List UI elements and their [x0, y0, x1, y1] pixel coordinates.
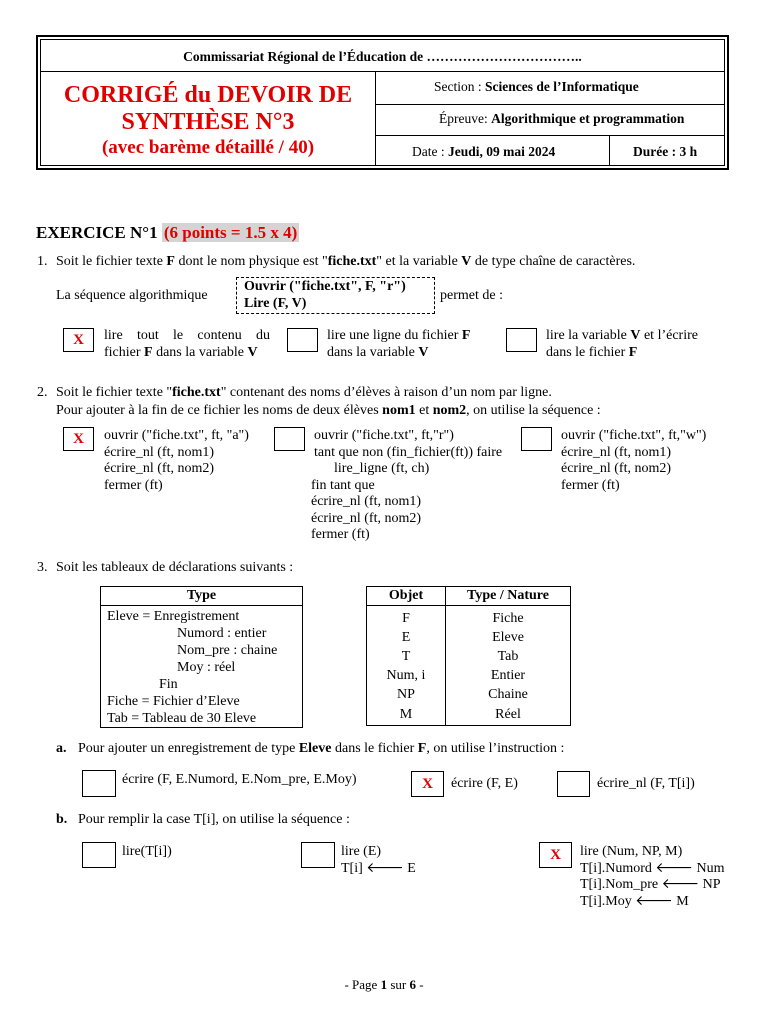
q1-option1-text-line2: fichier F dans la variable V [104, 345, 258, 360]
obj-cell: Fiche [492, 610, 524, 626]
type-line: Fiche = Fichier d’Eleve [107, 694, 240, 709]
code-line: écrire_nl (ft, nom2) [311, 510, 422, 526]
type-line: Eleve = Enregistrement [107, 609, 240, 624]
epreuve-label: Épreuve: [439, 111, 492, 126]
q1-option2-checkbox[interactable] [287, 328, 318, 352]
q2-option2-checkbox[interactable] [274, 427, 305, 451]
code-line: écrire_nl (ft, nom1) [104, 444, 215, 460]
page-title-line2: SYNTHÈSE N°3 [121, 109, 295, 135]
q3a-option3-checkbox[interactable] [557, 771, 590, 797]
header-divider [375, 135, 725, 136]
object-declaration-table [366, 586, 571, 726]
duration-field: Durée : 3 h [633, 144, 698, 159]
date-field [412, 144, 555, 160]
obj-cell: M [367, 704, 446, 726]
code-line: fermer (ft) [104, 477, 163, 493]
q3a-option2-checkbox[interactable]: X [411, 771, 444, 797]
section-field [434, 79, 639, 95]
q1-option2-text-line2: dans la variable V [327, 345, 429, 360]
q3a-option3-text: écrire_nl (F, T[i]) [597, 776, 695, 791]
page-title: CORRIGÉ du DEVOIR DE [63, 82, 353, 108]
type-line: Numord : entier [177, 626, 267, 641]
page-footer: - Page 1 sur 6 - [344, 977, 424, 992]
q1-option1-text: lire tout le contenu du [104, 328, 270, 343]
q3b-statement: Pour remplir la case T[i], on utilise la séquence : [78, 812, 350, 827]
section-label: Section : [434, 79, 485, 94]
code-line: ouvrir ("fiche.txt", ft, "a") [104, 428, 249, 443]
type-declaration-table [100, 586, 303, 728]
obj-table-header: Type / Nature [446, 587, 571, 606]
code-line: fermer (ft) [311, 527, 370, 542]
header-divider [40, 71, 725, 72]
table-row [367, 606, 571, 629]
q3b-option3-code [580, 844, 724, 910]
exercise-heading: EXERCICE N°1 [36, 223, 162, 242]
q3b-option1-code [122, 844, 172, 861]
header-box [36, 35, 729, 170]
code-line: écrire_nl (ft, nom1) [311, 494, 422, 509]
q1-statement: Soit le fichier texte F dont le nom physique est "fiche.txt" et la variable V de type chaîne de caractères. [56, 254, 636, 269]
q3-statement: Soit les tableaux de déclarations suivants : [56, 560, 294, 575]
q3a-option1-checkbox[interactable] [82, 770, 116, 797]
q3a-label: a. [56, 741, 67, 756]
code-line: lire(T[i]) [122, 844, 172, 859]
q2-option1-checkbox[interactable]: X [63, 427, 94, 451]
obj-cell: E [367, 628, 446, 647]
code-line: lire (Num, NP, M) [580, 844, 683, 859]
q1-sequence-line: Lire (F, V) [244, 296, 307, 311]
obj-cell: Tab [497, 648, 519, 664]
code-line: écrire_nl (ft, nom1) [561, 444, 672, 460]
type-table-header: Type [101, 587, 303, 606]
q1-option3-checkbox[interactable] [506, 328, 537, 352]
code-line: T[i] 🡐 E [341, 860, 416, 876]
q1-option1-checkbox[interactable]: X [63, 328, 94, 352]
type-line: Fin [159, 677, 178, 692]
code-line: T[i].Nom_pre 🡐 NP [580, 877, 721, 892]
table-row [367, 704, 571, 726]
q1-option3-text-line2: dans le fichier F [546, 345, 638, 360]
page-subtitle: (avec barème détaillé / 40) [101, 137, 315, 158]
q3a-option1-text: écrire (F, E.Numord, E.Nom_pre, E.Moy) [122, 772, 357, 787]
code-line: lire (E) [341, 844, 382, 859]
q1-number: 1. [37, 254, 48, 269]
obj-cell: Num, i [367, 666, 446, 685]
obj-cell: Chaine [488, 686, 528, 702]
q3-number: 3. [37, 560, 48, 575]
type-line: Moy : réel [177, 660, 236, 675]
exercise-title [36, 223, 299, 243]
q3b-label: b. [56, 812, 68, 827]
obj-cell: Eleve [492, 629, 524, 645]
epreuve-value: Algorithmique et programmation [491, 111, 685, 126]
q1-option3-text: lire la variable V et l’écrire [546, 328, 698, 343]
section-value: Sciences de l’Informatique [485, 79, 639, 94]
q2-number: 2. [37, 385, 48, 400]
header-divider [375, 104, 725, 105]
q3a-option2-text: écrire (F, E) [451, 776, 518, 791]
obj-table-header: Objet [367, 587, 446, 606]
q3b-option2-code [341, 844, 416, 877]
type-line: Nom_pre : chaine [177, 643, 278, 658]
obj-cell: T [367, 647, 446, 666]
code-line: lire_ligne (ft, ch) [334, 461, 430, 476]
table-row [367, 628, 571, 647]
q3b-option2-checkbox[interactable] [301, 842, 335, 868]
q1-permet-label: permet de : [440, 288, 503, 303]
table-row [367, 666, 571, 685]
q2-statement: Soit le fichier texte "fiche.txt" contenant des noms d’élèves à raison d’un nom par ligne. [56, 385, 552, 400]
obj-cell: F [367, 606, 446, 629]
commissariat-label: Commissariat Régional de l’Éducation de …………………………….. [183, 49, 582, 64]
date-label: Date : [412, 144, 448, 159]
code-line: ouvrir ("fiche.txt", ft,"r") [314, 428, 454, 443]
code-line: T[i].Moy 🡐 M [580, 893, 689, 909]
obj-cell: Réel [495, 706, 521, 722]
q2-option1-code [104, 428, 249, 494]
q2-option3-checkbox[interactable] [521, 427, 552, 451]
header-divider [609, 135, 610, 166]
q1-option2-text: lire une ligne du fichier F [327, 328, 471, 343]
q2-statement-line2: Pour ajouter à la fin de ce fichier les noms de deux élèves nom1 et nom2, on utilise la séquence : [56, 403, 601, 418]
q3a-statement: Pour ajouter un enregistrement de type Eleve dans le fichier F, on utilise l’instruction : [78, 741, 565, 756]
q2-option3-code [561, 428, 706, 494]
code-line: tant que non (fin_fichier(ft)) faire [314, 444, 503, 460]
code-line: fermer (ft) [561, 477, 620, 493]
code-line: écrire_nl (ft, nom2) [561, 461, 672, 476]
code-line: écrire_nl (ft, nom2) [104, 461, 215, 476]
type-line: Tab = Tableau de 30 Eleve [107, 711, 257, 726]
epreuve-field [439, 111, 684, 127]
q1-sequence-label: La séquence algorithmique [56, 288, 208, 303]
q1-sequence-line: Ouvrir ("fiche.txt", F, "r") [244, 279, 406, 294]
q2-option2-code [311, 428, 503, 544]
exercise-points: (6 points = 1.5 x 4) [163, 223, 298, 242]
obj-cell: Entier [490, 667, 526, 683]
date-value: Jeudi, 09 mai 2024 [448, 144, 556, 159]
code-line: T[i].Numord 🡐 Num [580, 860, 725, 876]
obj-cell: NP [367, 685, 446, 704]
q3b-option1-checkbox[interactable] [82, 842, 116, 868]
q3b-option3-checkbox[interactable]: X [539, 842, 572, 868]
table-row [367, 685, 571, 704]
code-line: ouvrir ("fiche.txt", ft,"w") [561, 428, 707, 443]
table-row [367, 647, 571, 666]
type-table-body [101, 606, 303, 728]
code-line: fin tant que [311, 477, 375, 493]
